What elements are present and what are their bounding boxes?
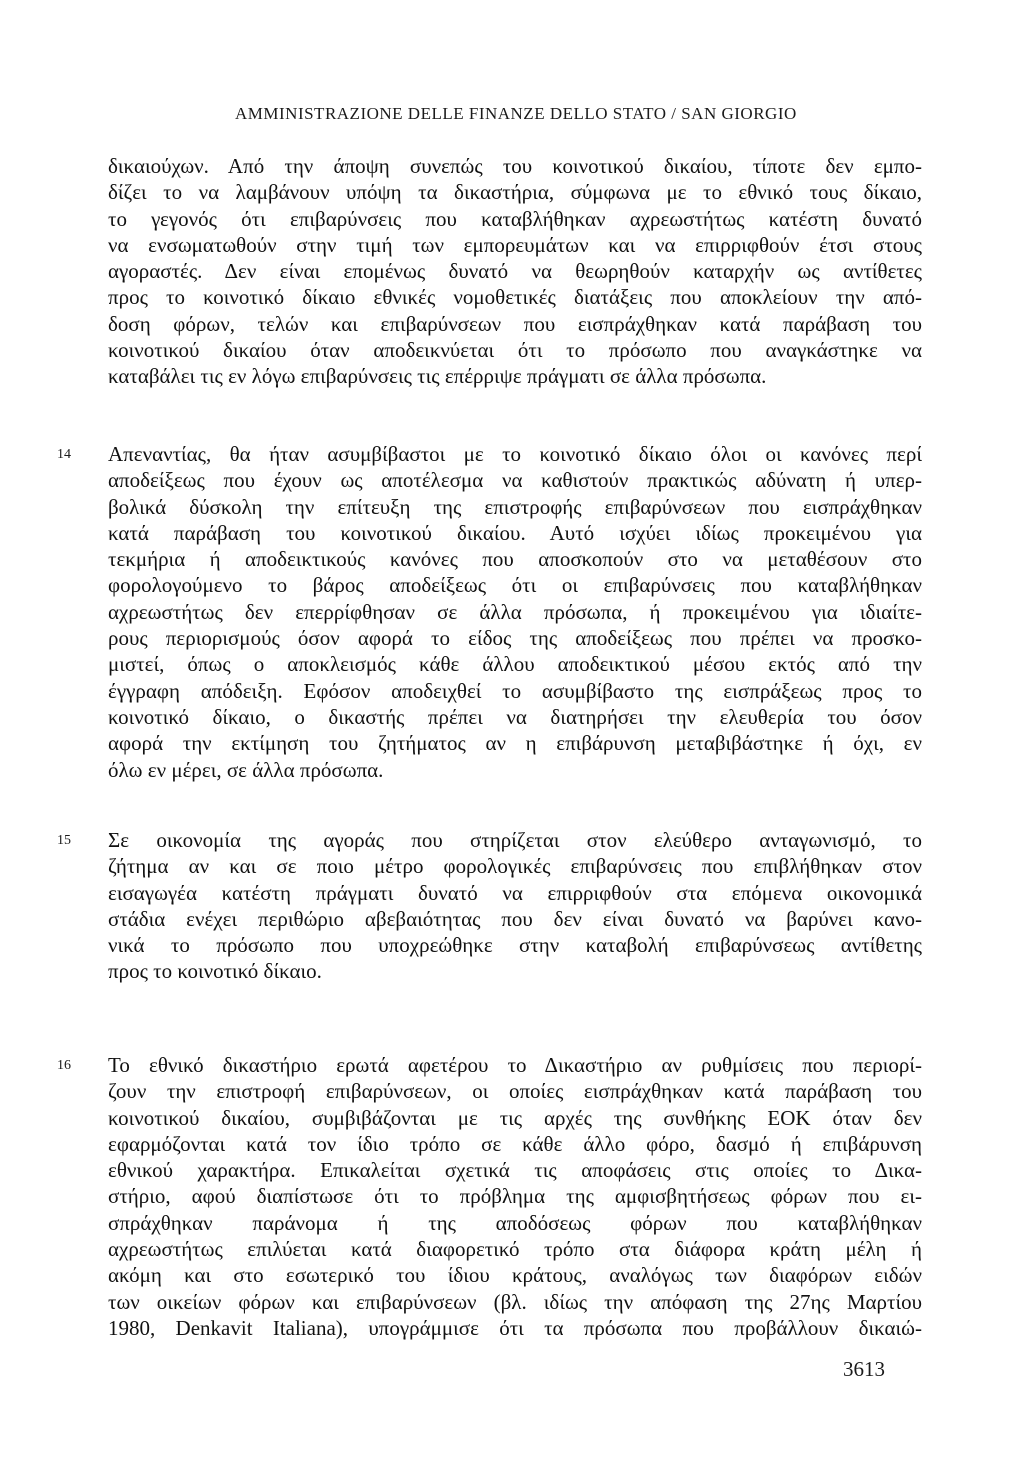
paragraph-line: έγγραφη απόδειξη. Εφόσον αποδειχθεί το ασυμβίβαστο της εισπράξεως προς το (108, 678, 922, 703)
paragraph-line: αχρεωστήτως επιλύεται κατά διαφορετικό τρόπο στα διάφορα κράτη μέλη ή (108, 1237, 922, 1262)
paragraph-line: όλω εν μέρει, σε άλλα πρόσωπα. (108, 757, 384, 782)
paragraph-line: στάδια ενέχει περιθώριο αβεβαιότητας που δεν είναι δυνατό να βαρύνει κανο- (108, 906, 922, 931)
paragraph-line: κοινοτικού δικαίου, συμβιβάζονται με τις αρχές της συνθήκης ΕΟΚ όταν δεν (108, 1105, 922, 1130)
paragraph-line: ζήτημα αν και σε ποιο μέτρο φορολογικές επιβαρύνσεις που επιβλήθηκαν στον (108, 854, 922, 879)
paragraph-line: αχρεωστήτως δεν επερρίφθησαν σε άλλα πρόσωπα, ή προκειμένου για ιδιαίτε- (108, 599, 922, 624)
paragraph-line: σπράχθηκαν παράνομα ή της αποδόσεως φόρων που καταβλήθηκαν (108, 1210, 922, 1235)
paragraph-line: νικά το πρόσωπο που υποχρεώθηκε στην καταβολή επιβαρύνσεως αντίθετης (108, 933, 922, 958)
paragraph-line: αφορά την εκτίμηση του ζητήματος αν η επιβάρυνση μεταβιβάστηκε ή όχι, εν (108, 731, 922, 756)
paragraph-line: κοινοτικού δικαίου όταν αποδεικνύεται ότι το πρόσωπο που αναγκάστηκε να (108, 338, 922, 363)
paragraph-line: να ενσωματωθούν στην τιμή των εμπορευμάτων και να επιρριφθούν έτσι στους (108, 232, 922, 257)
paragraph-line: προς το κοινοτικό δίκαιο. (108, 959, 322, 984)
paragraph-line: ρους περιορισμούς όσον αφορά το είδος της αποδείξεως που πρέπει να προσκο- (108, 626, 922, 651)
paragraph-15 (108, 827, 922, 985)
paragraph-continuation (108, 153, 922, 390)
paragraph-line: μιστεί, όπως ο αποκλεισμός κάθε άλλου αποδεικτικού μέσου εκτός από την (108, 652, 922, 677)
running-header: AMMINISTRAZIONE DELLE FINANZE DELLO STATO / SAN GIORGIO (235, 104, 797, 123)
paragraph-line: αγοραστές. Δεν είναι επομένως δυνατό να θεωρηθούν καταρχήν ως αντίθετες (108, 259, 922, 284)
paragraph-line: στήριο, αφού διαπίστωσε ότι το πρόβλημα της αμφισβητήσεως φόρων που ει- (108, 1184, 922, 1209)
paragraph-line: εφαρμόζονται κατά τον ίδιο τρόπο σε κάθε άλλο φόρο, δασμό ή επιβάρυνση (108, 1131, 922, 1156)
paragraph-line: καταβάλει τις εν λόγω επιβαρύνσεις τις επέρριψε πράγματι σε άλλα πρόσωπα. (108, 364, 767, 389)
paragraph-line: των οικείων φόρων και επιβαρύνσεων (βλ. ιδίως την απόφαση της 27ης Μαρτίου (108, 1289, 922, 1314)
paragraph-16 (108, 1052, 922, 1341)
paragraph-line: φορολογούμενο το βάρος αποδείξεως ότι οι επιβαρύνσεις που καταβλήθηκαν (108, 573, 922, 598)
paragraph-line: προς το κοινοτικό δίκαιο εθνικές νομοθετικές διατάξεις που αποκλείουν την από- (108, 285, 922, 310)
paragraph-line: κοινοτικό δίκαιο, ο δικαστής πρέπει να διατηρήσει την ελευθερία του όσον (108, 704, 922, 729)
paragraph-line: δίζει το να λαμβάνουν υπόψη τα δικαστήρια, σύμφωνα με το εθνικό τους δίκαιο, (108, 180, 922, 205)
paragraph-line: εθνικού χαρακτήρα. Επικαλείται σχετικά τις αποφάσεις στις οποίες το Δικα- (108, 1158, 922, 1183)
paragraph-line: Σε οικονομία της αγοράς που στηρίζεται στον ελεύθερο ανταγωνισμό, το (108, 828, 922, 852)
paragraph-line: Το εθνικό δικαστήριο ερωτά αφετέρου το Δικαστήριο αν ρυθμίσεις που περιορί- (108, 1053, 922, 1077)
paragraph-number: 14 (57, 447, 71, 462)
paragraph-line: δικαιούχων. Από την άποψη συνεπώς του κοινοτικού δικαίου, τίποτε δεν εμπο- (108, 154, 922, 178)
paragraph-line: τεκμήρια ή αποδεικτικούς κανόνες που αποσκοπούν στο να μεταθέσουν στο (108, 547, 922, 572)
paragraph-line: Απεναντίας, θα ήταν ασυμβίβαστοι με το κοινοτικό δίκαιο όλοι οι κανόνες περί (108, 442, 922, 466)
paragraph-line: ακόμη και στο εσωτερικό του ίδιου κράτους, αναλόγως των διαφόρων ειδών (108, 1263, 922, 1288)
page-number: 3613 (843, 1357, 885, 1381)
paragraph-line: 1980, Denkavit Italiana), υπογράμμισε ότι τα πρόσωπα που προβάλλουν δικαιώ- (108, 1315, 922, 1340)
paragraph-line: το γεγονός ότι επιβαρύνσεις που καταβλήθηκαν αχρεωστήτως κατέστη δυνατό (108, 206, 922, 231)
paragraph-line: κατά παράβαση του κοινοτικού δικαίου. Αυτό ισχύει ιδίως προκειμένου για (108, 520, 922, 545)
paragraph-line: δοση φόρων, τελών και επιβαρύνσεων που εισπράχθηκαν κατά παράβαση του (108, 311, 922, 336)
paragraph-number: 15 (57, 833, 71, 848)
paragraph-number: 16 (57, 1058, 71, 1073)
paragraph-line: ζουν την επιστροφή επιβαρύνσεων, οι οποίες εισπράχθηκαν κατά παράβαση του (108, 1079, 922, 1104)
paragraph-line: βολικά δύσκολη την επίτευξη της επιστροφής επιβαρύνσεων που εισπράχθηκαν (108, 494, 922, 519)
paragraph-14 (108, 441, 922, 783)
paragraph-line: αποδείξεως που έχουν ως αποτέλεσμα να καθιστούν πρακτικώς αδύνατη ή υπερ- (108, 468, 922, 493)
paragraph-line: εισαγωγέα κατέστη πράγματι δυνατό να επιρριφθούν στα επόμενα οικονομικά (108, 880, 922, 905)
